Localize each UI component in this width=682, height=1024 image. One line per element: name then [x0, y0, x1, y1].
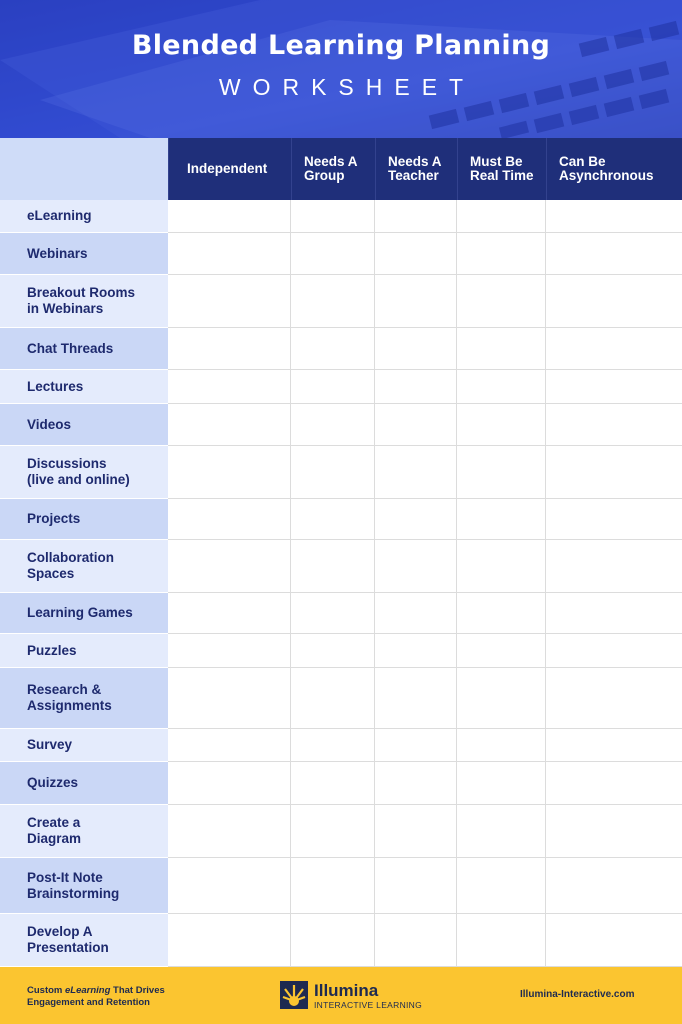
column-header: Must Be Real Time [457, 138, 546, 200]
worksheet-table [0, 138, 682, 967]
row-header: Chat Threads [0, 328, 168, 370]
worksheet-cell[interactable] [375, 729, 457, 762]
worksheet-cell[interactable] [375, 914, 457, 967]
worksheet-cell[interactable] [168, 499, 291, 540]
worksheet-cell[interactable] [291, 729, 375, 762]
row-header: Puzzles [0, 634, 168, 668]
worksheet-cell[interactable] [457, 593, 546, 634]
worksheet-cell[interactable] [291, 275, 375, 328]
worksheet-cell[interactable] [546, 762, 682, 805]
website-link[interactable]: Illumina-Interactive.com [520, 989, 635, 1000]
worksheet-cell[interactable] [457, 668, 546, 729]
footer-tagline [27, 985, 165, 1009]
worksheet-cell[interactable] [291, 668, 375, 729]
row-header: Survey [0, 729, 168, 762]
worksheet-cell[interactable] [457, 805, 546, 858]
row-header: eLearning [0, 200, 168, 233]
worksheet-cell[interactable] [375, 233, 457, 275]
worksheet-cell[interactable] [546, 233, 682, 275]
worksheet-cell[interactable] [168, 858, 291, 914]
column-header: Needs A Group [291, 138, 375, 200]
row-header: Projects [0, 499, 168, 540]
worksheet-cell[interactable] [291, 233, 375, 275]
table-corner [0, 138, 168, 200]
worksheet-cell[interactable] [457, 499, 546, 540]
tagline-prefix: Custom [27, 985, 65, 996]
worksheet-cell[interactable] [375, 858, 457, 914]
worksheet-cell[interactable] [457, 634, 546, 668]
worksheet-cell[interactable] [168, 762, 291, 805]
header-banner [0, 0, 682, 138]
worksheet-cell[interactable] [546, 858, 682, 914]
worksheet-cell[interactable] [457, 762, 546, 805]
worksheet-cell[interactable] [457, 446, 546, 499]
worksheet-cell[interactable] [546, 593, 682, 634]
worksheet-cell[interactable] [375, 499, 457, 540]
worksheet-cell[interactable] [291, 805, 375, 858]
worksheet-cell[interactable] [375, 370, 457, 404]
row-header: Quizzes [0, 762, 168, 805]
worksheet-cell[interactable] [168, 233, 291, 275]
worksheet-cell[interactable] [168, 275, 291, 328]
worksheet-cell[interactable] [168, 370, 291, 404]
worksheet-cell[interactable] [375, 668, 457, 729]
worksheet-cell[interactable] [546, 200, 682, 233]
worksheet-cell[interactable] [291, 200, 375, 233]
worksheet-cell[interactable] [291, 540, 375, 593]
worksheet-cell[interactable] [375, 593, 457, 634]
row-header: Discussions (live and online) [0, 446, 168, 499]
worksheet-cell[interactable] [168, 328, 291, 370]
worksheet-cell[interactable] [546, 328, 682, 370]
worksheet-cell[interactable] [291, 499, 375, 540]
worksheet-cell[interactable] [375, 634, 457, 668]
worksheet-cell[interactable] [375, 328, 457, 370]
worksheet-cell[interactable] [291, 762, 375, 805]
worksheet-cell[interactable] [546, 370, 682, 404]
worksheet-cell[interactable] [291, 328, 375, 370]
worksheet-cell[interactable] [457, 404, 546, 446]
worksheet-cell[interactable] [546, 499, 682, 540]
worksheet-cell[interactable] [546, 729, 682, 762]
worksheet-cell[interactable] [168, 634, 291, 668]
worksheet-cell[interactable] [457, 328, 546, 370]
page-subtitle: WORKSHEET [218, 74, 476, 100]
worksheet-cell[interactable] [546, 634, 682, 668]
worksheet-cell[interactable] [375, 540, 457, 593]
worksheet-cell[interactable] [546, 540, 682, 593]
worksheet-cell[interactable] [457, 370, 546, 404]
worksheet-cell[interactable] [168, 668, 291, 729]
column-header: Independent [168, 138, 291, 200]
worksheet-cell[interactable] [546, 275, 682, 328]
row-header: Post-It Note Brainstorming [0, 858, 168, 914]
logo-name: Illumina [314, 981, 379, 1000]
worksheet-cell[interactable] [375, 275, 457, 328]
row-header: Breakout Rooms in Webinars [0, 275, 168, 328]
worksheet-cell[interactable] [375, 200, 457, 233]
worksheet-cell[interactable] [291, 370, 375, 404]
worksheet-cell[interactable] [291, 446, 375, 499]
worksheet-cell[interactable] [291, 634, 375, 668]
worksheet-cell[interactable] [546, 805, 682, 858]
worksheet-cell[interactable] [168, 914, 291, 967]
worksheet-cell[interactable] [168, 729, 291, 762]
worksheet-cell[interactable] [291, 404, 375, 446]
worksheet-cell[interactable] [168, 446, 291, 499]
worksheet-cell[interactable] [457, 540, 546, 593]
worksheet-cell[interactable] [375, 762, 457, 805]
row-header: Webinars [0, 233, 168, 275]
worksheet-cell[interactable] [457, 200, 546, 233]
worksheet-cell[interactable] [375, 404, 457, 446]
column-header: Needs A Teacher [375, 138, 457, 200]
worksheet-cell[interactable] [168, 200, 291, 233]
worksheet-cell[interactable] [168, 593, 291, 634]
worksheet-cell[interactable] [291, 593, 375, 634]
page-title: Blended Learning Planning [131, 30, 551, 61]
worksheet-cell[interactable] [375, 446, 457, 499]
tagline-emphasis: eLearning [65, 985, 111, 996]
worksheet-cell[interactable] [457, 729, 546, 762]
worksheet-cell[interactable] [168, 404, 291, 446]
row-header: Videos [0, 404, 168, 446]
worksheet-cell[interactable] [546, 404, 682, 446]
worksheet-cell[interactable] [457, 858, 546, 914]
tagline-suffix: That Drives [110, 985, 165, 996]
logo-subtitle: INTERACTIVE LEARNING [314, 1000, 423, 1010]
worksheet-cell[interactable] [457, 914, 546, 967]
column-header: Can Be Asynchronous [546, 138, 682, 200]
worksheet-cell[interactable] [546, 446, 682, 499]
row-header: Learning Games [0, 593, 168, 634]
row-header: Collaboration Spaces [0, 540, 168, 593]
worksheet-cell[interactable] [457, 275, 546, 328]
tagline-line2: Engagement and Retention [27, 997, 150, 1008]
worksheet-cell[interactable] [546, 914, 682, 967]
worksheet-cell[interactable] [457, 233, 546, 275]
row-header: Lectures [0, 370, 168, 404]
worksheet-cell[interactable] [168, 805, 291, 858]
row-header: Develop A Presentation [0, 914, 168, 967]
laptop-keyboard-background [0, 0, 682, 138]
footer-bar [0, 967, 682, 1024]
worksheet-cell[interactable] [168, 540, 291, 593]
worksheet-cell[interactable] [291, 858, 375, 914]
row-header: Research & Assignments [0, 668, 168, 729]
row-header: Create a Diagram [0, 805, 168, 858]
worksheet-cell[interactable] [546, 668, 682, 729]
worksheet-cell[interactable] [291, 914, 375, 967]
worksheet-cell[interactable] [375, 805, 457, 858]
illumina-logo-icon [280, 981, 308, 1009]
